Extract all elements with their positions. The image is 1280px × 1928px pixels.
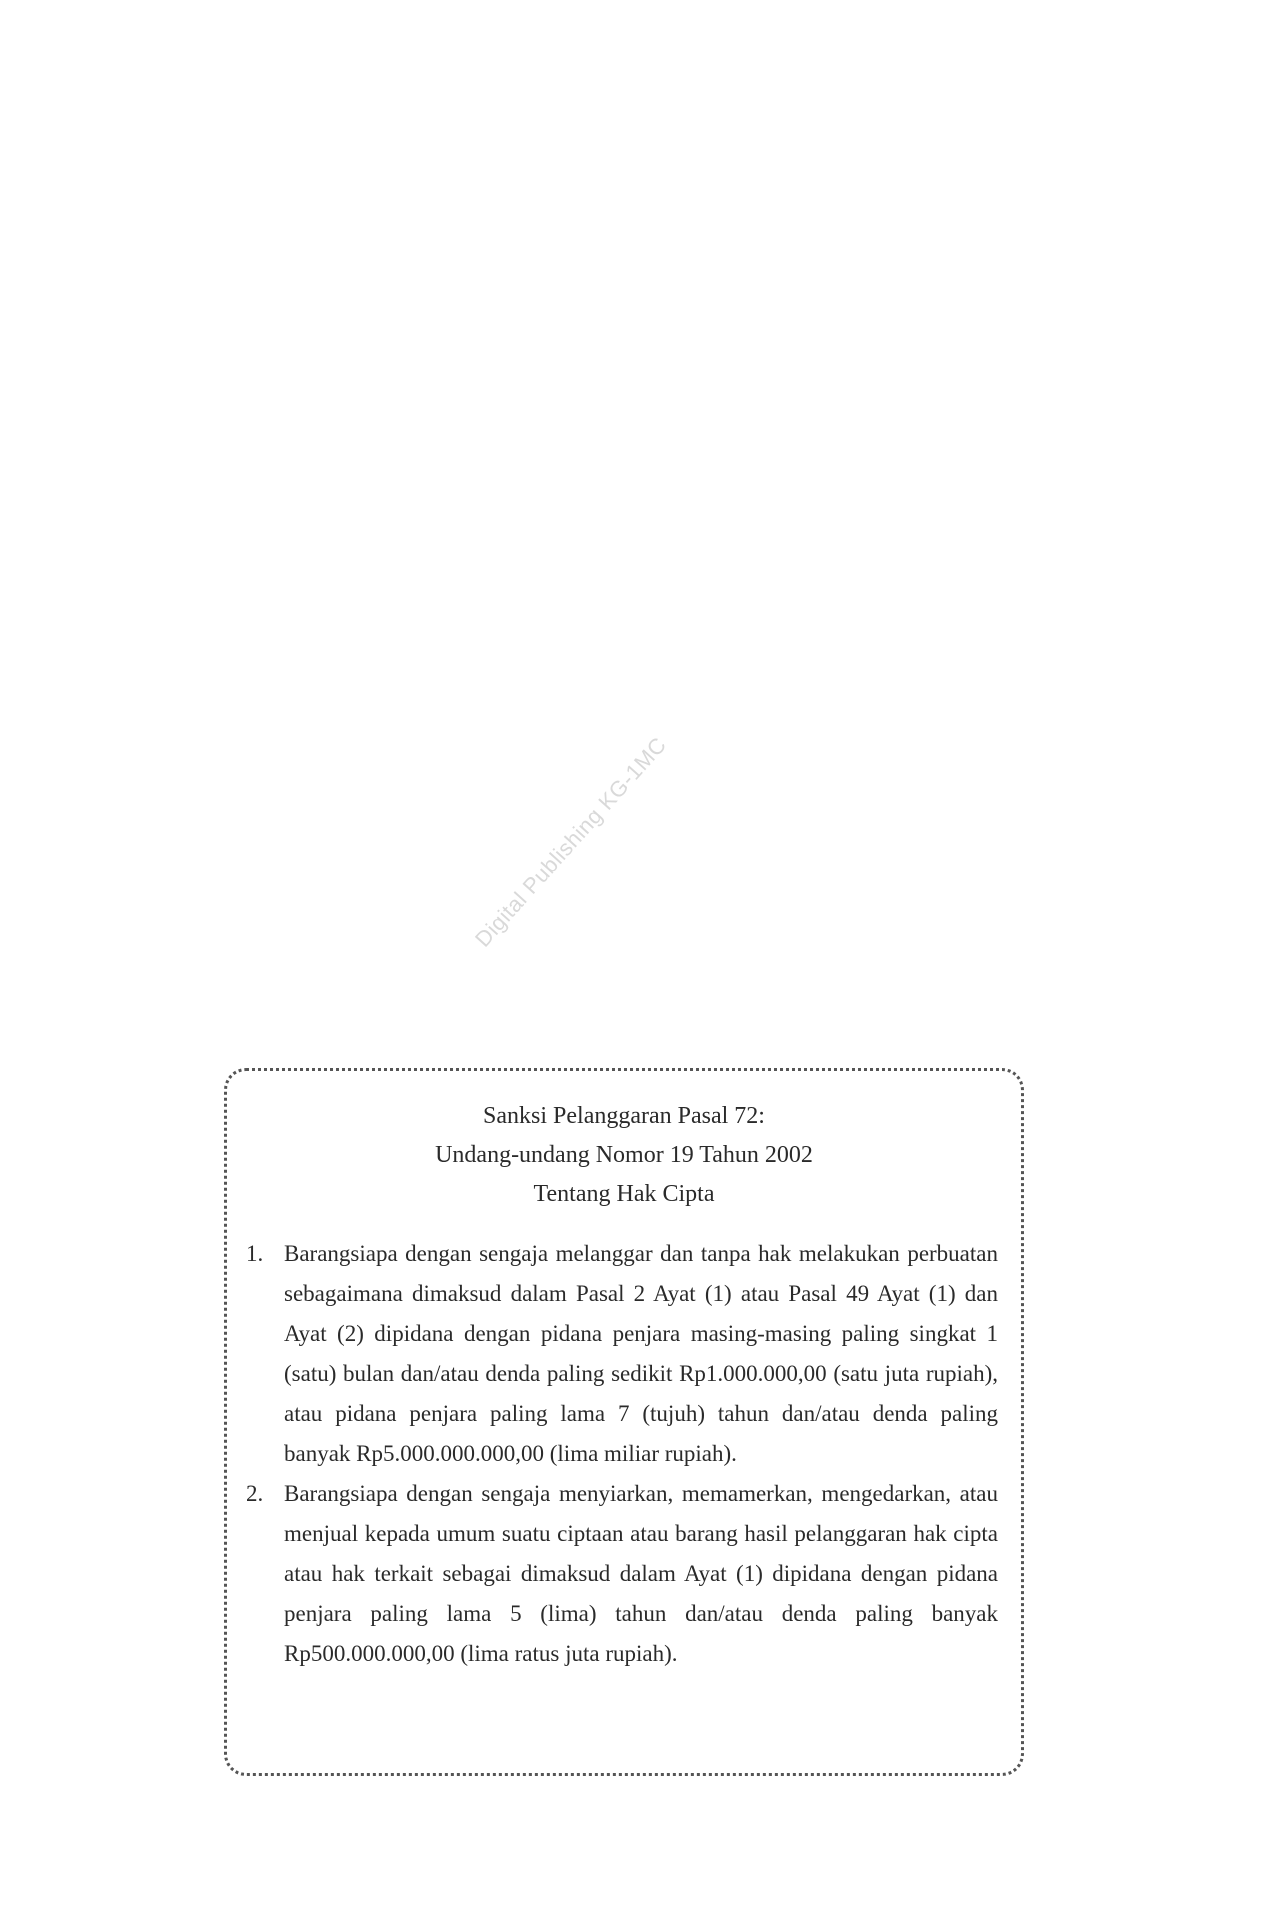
notice-heading — [224, 1097, 1024, 1214]
heading-line-2: Undang-undang Nomor 19 Tahun 2002 — [435, 1142, 813, 1168]
item-text: Barangsiapa dengan sengaja menyiarkan, memamerkan, mengedarkan, atau menjual kepada umum suatu ciptaan atau barang hasil pelanggaran hak cipta atau hak terkait sebagai dimaksud dalam Ayat (1) dipidana dengan pidana penjara paling lama 5 (lima) tahun dan/atau denda paling banyak Rp500.000.000,00 (lima ratus juta rupiah). — [284, 1481, 998, 1666]
watermark: Digital Publishing KG-1MC — [470, 732, 672, 952]
item-number: 1. — [246, 1241, 264, 1266]
heading-line-3: Tentang Hak Cipta — [533, 1181, 715, 1207]
sanction-list — [244, 1234, 998, 1674]
list-item — [244, 1474, 998, 1674]
item-number: 2. — [246, 1481, 264, 1506]
item-text: Barangsiapa dengan sengaja melanggar dan tanpa hak melakukan perbuatan sebagaimana dimaksud dalam Pasal 2 Ayat (1) atau Pasal 49 Ayat (1) dan Ayat (2) dipidana dengan pidana penjara masing-masing paling singkat 1 (satu) bulan dan/atau denda paling sedikit Rp1.000.000,00 (satu juta rupiah), atau pidana penjara paling lama 7 (tujuh) tahun dan/atau denda paling banyak Rp5.000.000.000,00 (lima miliar rupiah). — [284, 1241, 998, 1466]
heading-line-1: Sanksi Pelanggaran Pasal 72: — [483, 1103, 765, 1129]
list-item — [244, 1234, 998, 1474]
